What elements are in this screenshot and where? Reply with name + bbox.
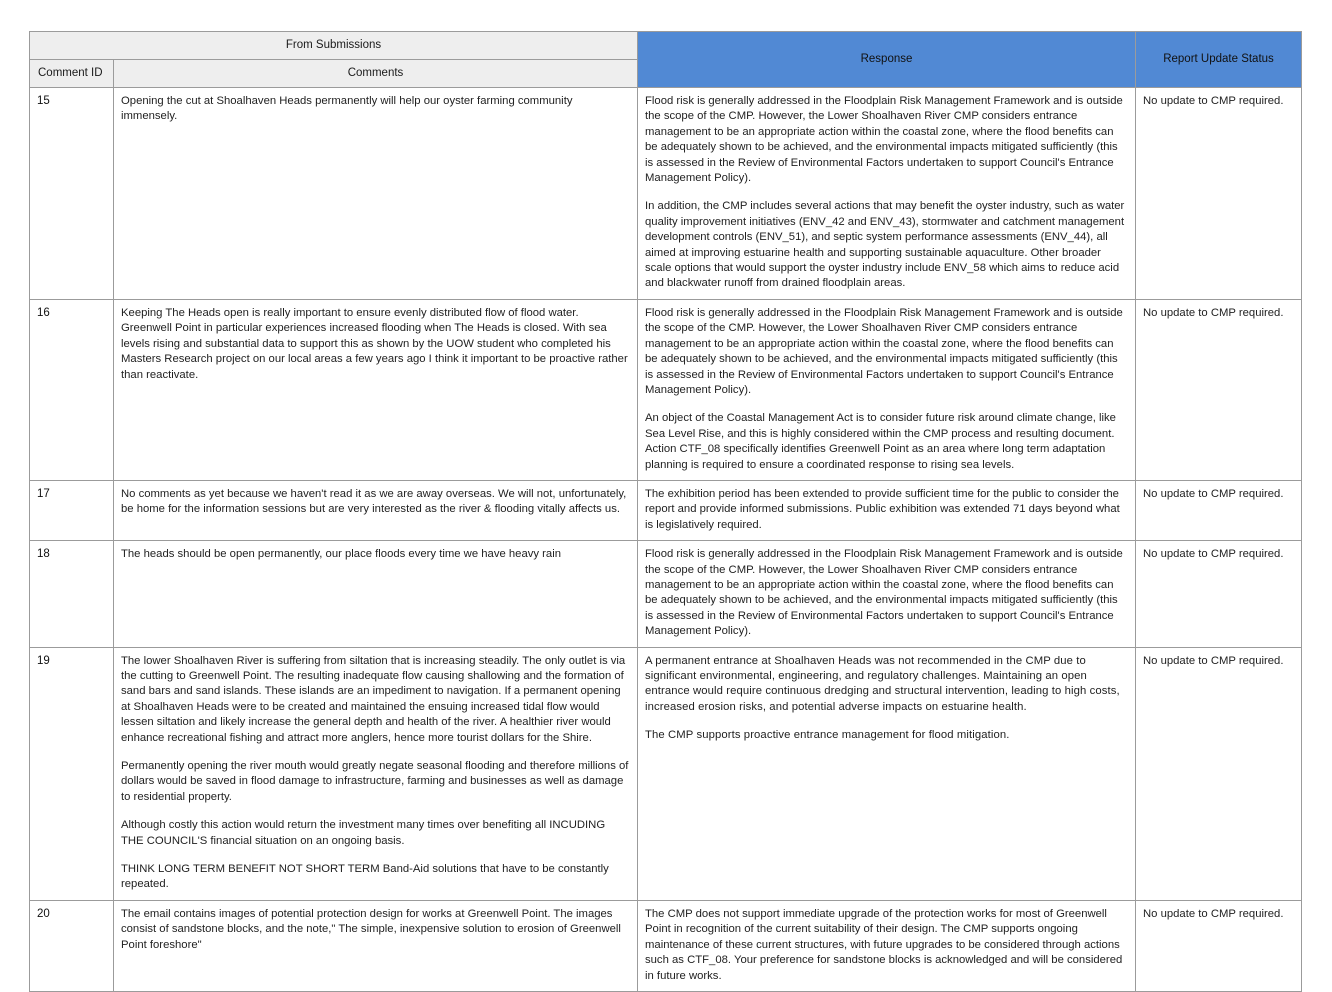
- table-row: [30, 541, 1302, 647]
- table-header-row-group: [30, 32, 1302, 60]
- response-paragraph: In addition, the CMP includes several actions that may benefit the oyster industry, such as water quality improvement initiatives (ENV_42 and ENV_43), stormwater and catchment management development controls (ENV_51), and septic system performance assessments (ENV_44), all aimed at improving estuarine health and supporting sustainable aquaculture. Other broader scale options that would support the oyster industry include ENV_58 which aims to reduce acid and blackwater runoff from drained floodplain areas.: [645, 200, 1125, 290]
- cell-comment-text: [114, 299, 638, 480]
- response-paragraph: Flood risk is generally addressed in the Floodplain Risk Management Framework and is outside the scope of the CMP. However, the Lower Shoalhaven River CMP considers entrance management to be an appropriate action within the coastal zone, where the flood benefits can be adequately shown to be achieved, and the environmental impacts mitigated sufficiently (this is assessed in the Review of Environmental Factors undertaken to support Council's Entrance Management Policy).: [645, 306, 1123, 396]
- cell-comment-id: 15: [30, 88, 114, 300]
- header-comment-id: Comment ID: [30, 60, 114, 88]
- table-row: [30, 647, 1302, 900]
- cell-report-update-status: No update to CMP required.: [1136, 900, 1302, 991]
- table-row: [30, 299, 1302, 480]
- cell-comment-id: 16: [30, 299, 114, 480]
- cell-response-text: [638, 480, 1136, 540]
- table-row: [30, 900, 1302, 991]
- response-paragraph: Flood risk is generally addressed in the Floodplain Risk Management Framework and is outside the scope of the CMP. However, the Lower Shoalhaven River CMP considers entrance management to be an appropriate action within the coastal zone, where the flood benefits can be adequately shown to be achieved, and the environmental impacts mitigated sufficiently (this is assessed in the Review of Environmental Factors undertaken to support Council's Entrance Management Policy).: [645, 548, 1123, 638]
- cell-response-text: [638, 88, 1136, 300]
- table-body: [30, 88, 1302, 992]
- cell-comment-id: 17: [30, 480, 114, 540]
- cell-comment-text: [114, 541, 638, 647]
- cell-report-update-status: No update to CMP required.: [1136, 647, 1302, 900]
- comment-paragraph: Keeping The Heads open is really important to ensure evenly distributed flow of flood water. Greenwell Point in particular experiences increased flooding when The Heads is closed. With sea levels rising and substantial data to support this as shown by the UOW student who completed his Masters Research project on our local areas a few years ago I think it important to be proactive rather than reactivate.: [121, 306, 628, 381]
- header-response: Response: [638, 32, 1136, 88]
- cell-comment-text: [114, 647, 638, 900]
- comment-paragraph: No comments as yet because we haven't read it as we are away overseas. We will not, unfortunately, be home for the information sessions but are very interested as the river & flooding vitally affects us.: [121, 487, 627, 516]
- comment-paragraph: Permanently opening the river mouth would greatly negate seasonal flooding and therefore millions of dollars would be saved in flood damage to infrastructure, farming and businesses as well as damage to residential property.: [121, 760, 629, 803]
- header-comments: Comments: [114, 60, 638, 88]
- cell-response-text: [638, 647, 1136, 900]
- response-paragraph: An object of the Coastal Management Act is to consider future risk around climate change, like Sea Level Rise, and this is highly considered within the CMP process and resulting document. Action CTF_08 specifically identifies Greenwell Point as an area where long term adaptation planning is required to ensure a coordinated response to rising sea levels.: [645, 412, 1116, 471]
- header-report-update-status: Report Update Status: [1136, 32, 1302, 88]
- submissions-table-container: [29, 31, 1301, 992]
- cell-response-text: [638, 900, 1136, 991]
- cell-response-text: [638, 541, 1136, 647]
- cell-report-update-status: No update to CMP required.: [1136, 299, 1302, 480]
- cell-report-update-status: No update to CMP required.: [1136, 541, 1302, 647]
- comment-paragraph: THINK LONG TERM BENEFIT NOT SHORT TERM Band-Aid solutions that have to be constantly repeated.: [121, 863, 609, 891]
- cell-comment-id: 19: [30, 647, 114, 900]
- cell-report-update-status: No update to CMP required.: [1136, 88, 1302, 300]
- cell-comment-text: [114, 88, 638, 300]
- cell-comment-id: 18: [30, 541, 114, 647]
- comment-paragraph: The email contains images of potential protection design for works at Greenwell Point. The images consist of sandstone blocks, and the note," The simple, inexpensive solution to erosion of Greenwell Point foreshore": [121, 907, 621, 951]
- comment-paragraph: Although costly this action would return the investment many times over benefiting all INCUDING THE COUNCIL'S financial situation on an ongoing basis.: [121, 819, 606, 847]
- cell-comment-id: 20: [30, 900, 114, 991]
- cell-comment-text: [114, 900, 638, 991]
- comment-paragraph: Opening the cut at Shoalhaven Heads permanently will help our oyster farming community immensely.: [121, 95, 573, 123]
- response-paragraph: The CMP supports proactive entrance management for flood mitigation.: [645, 729, 1010, 742]
- table-row: [30, 480, 1302, 540]
- response-paragraph: The CMP does not support immediate upgrade of the protection works for most of Greenwell Point in recognition of the current suitability of their design. The CMP supports ongoing maintenance of these current structures, with future upgrades to be considered through actions such as CTF_08. Your preference for sandstone blocks is acknowledged and will be considered in future works.: [645, 907, 1123, 982]
- submissions-response-table: [29, 31, 1302, 992]
- response-paragraph: Flood risk is generally addressed in the Floodplain Risk Management Framework and is outside the scope of the CMP. However, the Lower Shoalhaven River CMP considers entrance management to be an appropriate action within the coastal zone, where the flood benefits can be adequately shown to be achieved, and the environmental impacts mitigated sufficiently (this is assessed in the Review of Environmental Factors undertaken to support Council's Entrance Management Policy).: [645, 95, 1123, 185]
- response-paragraph: A permanent entrance at Shoalhaven Heads was not recommended in the CMP due to significant environmental, engineering, and regulatory challenges. Maintaining an open entrance would require continuous dredging and structural intervention, leading to high costs, increased erosion risks, and potential adverse impacts on estuarine health.: [645, 654, 1120, 713]
- cell-comment-text: [114, 480, 638, 540]
- comment-paragraph: The lower Shoalhaven River is suffering from siltation that is increasing steadily. The only outlet is via the cutting to Greenwell Point. The resulting inadequate flow causing shallowing and the formation of sand bars and sand islands. These islands are an impediment to navigation. If a permanent opening at Shoalhaven Heads were to be created and maintained the ensuing increased tidal flow would lessen siltation and likely increase the general depth and health of the river. A healthier river would enhance recreational fishing and attract more anglers, hence more tourist dollars for the Shire.: [121, 654, 626, 744]
- cell-report-update-status: No update to CMP required.: [1136, 480, 1302, 540]
- table-row: [30, 88, 1302, 300]
- table-header: [30, 32, 1302, 88]
- comment-paragraph: The heads should be open permanently, our place floods every time we have heavy rain: [121, 548, 562, 561]
- response-paragraph: The exhibition period has been extended to provide sufficient time for the public to consider the report and provide informed submissions. Public exhibition was extended 71 days beyond what is legislatively required.: [645, 487, 1120, 531]
- header-from-submissions: From Submissions: [30, 32, 638, 60]
- cell-response-text: [638, 299, 1136, 480]
